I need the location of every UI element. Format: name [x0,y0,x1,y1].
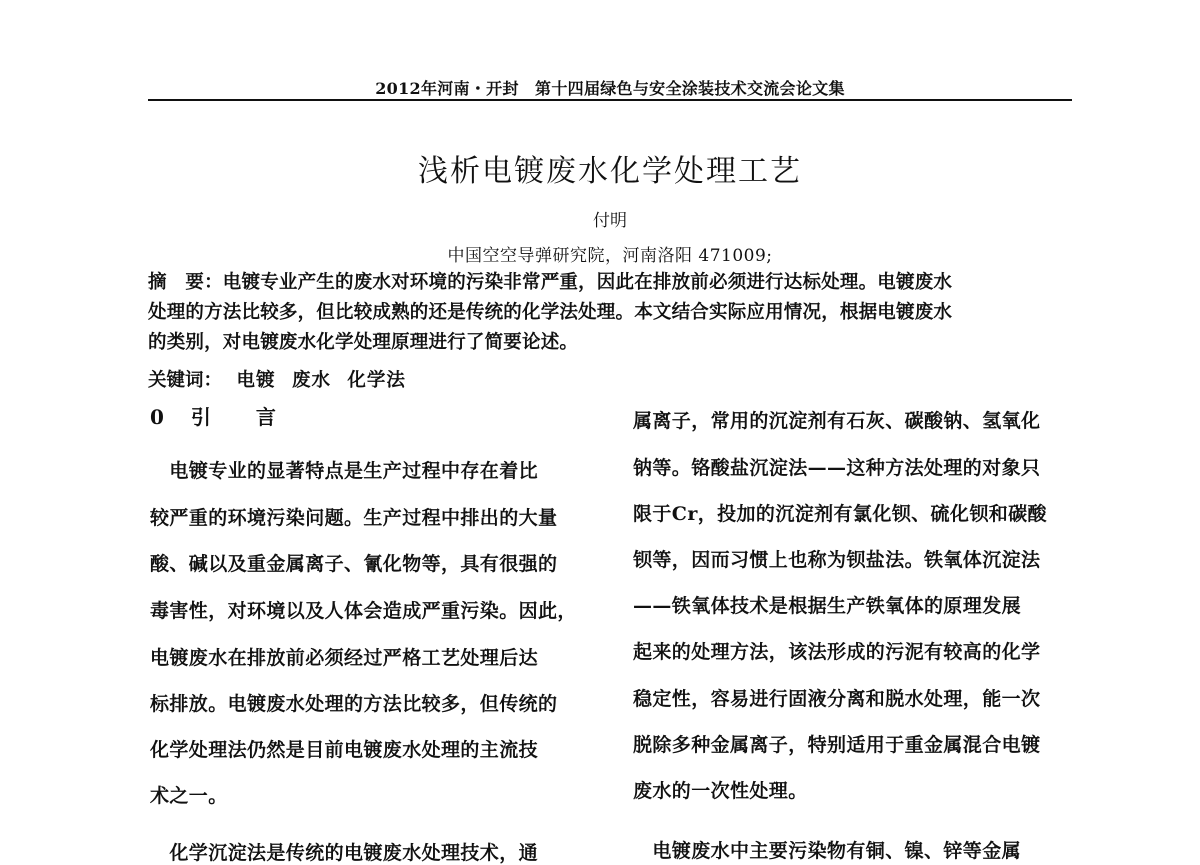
abstract-line: 处理的方法比较多，但比较成熟的还是传统的化学法处理。本文结合实际应用情况，根据电镀废水 [148,302,953,323]
body-text-line: 术之一。 [150,785,228,807]
body-text-line: 毒害性，对环境以及人体会造成严重污染。因此， [150,600,577,622]
section-title-part: 引 [190,405,211,429]
body-text-line: 标排放。电镀废水处理的方法比较多，但传统的 [150,693,558,715]
running-header: 2012年河南・开封 第十四届绿色与安全涂装技术交流会论文集 [375,79,845,98]
section-title-part: 言 [255,405,276,429]
body-text-line: 较严重的环境污染问题。生产过程中排出的大量 [150,507,558,529]
header-rule [148,99,1072,101]
body-text-line: 酸、碱以及重金属离子、氰化物等，具有很强的 [150,553,558,575]
abstract-line: 摘 要：电镀专业产生的废水对环境的污染非常严重，因此在排放前必须进行达标处理。电镀废水 [148,272,953,293]
body-text-line: 脱除多种金属离子，特别适用于重金属混合电镀 [633,734,1041,756]
keywords [148,366,1072,392]
body-text-line: 电镀专业的显著特点是生产过程中存在着比 [150,460,539,482]
body-text-line: 限于Cr，投加的沉淀剂有氯化钡、硫化钡和碳酸 [633,503,1047,525]
body-text-line: 废水的一次性处理。 [633,780,808,802]
body-text-line: 起来的处理方法，该法形成的污泥有较高的化学 [633,641,1041,663]
author-affiliation: 中国空空导弹研究院，河南洛阳 471009; [447,246,773,266]
section-heading-introduction [150,401,276,430]
body-text-line: 电镀废水中主要污染物有铜、镍、锌等金属 [633,840,1022,862]
body-text-line: 钠等。铬酸盐沉淀法——这种方法处理的对象只 [633,457,1041,479]
abstract [148,268,1072,358]
body-text-line: 化学沉淀法是传统的电镀废水处理技术，通 [150,842,539,864]
keyword: 化学法 [347,370,406,391]
keyword: 电镀 [236,370,276,391]
body-text-line: 电镀废水在排放前必须经过严格工艺处理后达 [150,647,539,669]
body-text-line: 属离子，常用的沉淀剂有石灰、碳酸钠、氢氧化 [633,410,1041,432]
paper-title: 浅析电镀废水化学处理工艺 [418,154,802,189]
body-text-line: ——铁氧体技术是根据生产铁氧体的原理发展 [633,595,1022,617]
section-number: 0 [150,405,164,429]
body-text-line: 化学处理法仍然是目前电镀废水处理的主流技 [150,739,539,761]
body-text-line: 钡等，因而习惯上也称为钡盐法。铁氧体沉淀法 [633,549,1041,571]
author-name: 付明 [593,211,627,231]
keyword: 废水 [291,370,331,391]
keywords-label: 关键词： [148,370,223,391]
body-text-line: 稳定性，容易进行固液分离和脱水处理，能一次 [633,688,1041,710]
abstract-line: 的类别，对电镀废水化学处理原理进行了简要论述。 [148,332,579,353]
